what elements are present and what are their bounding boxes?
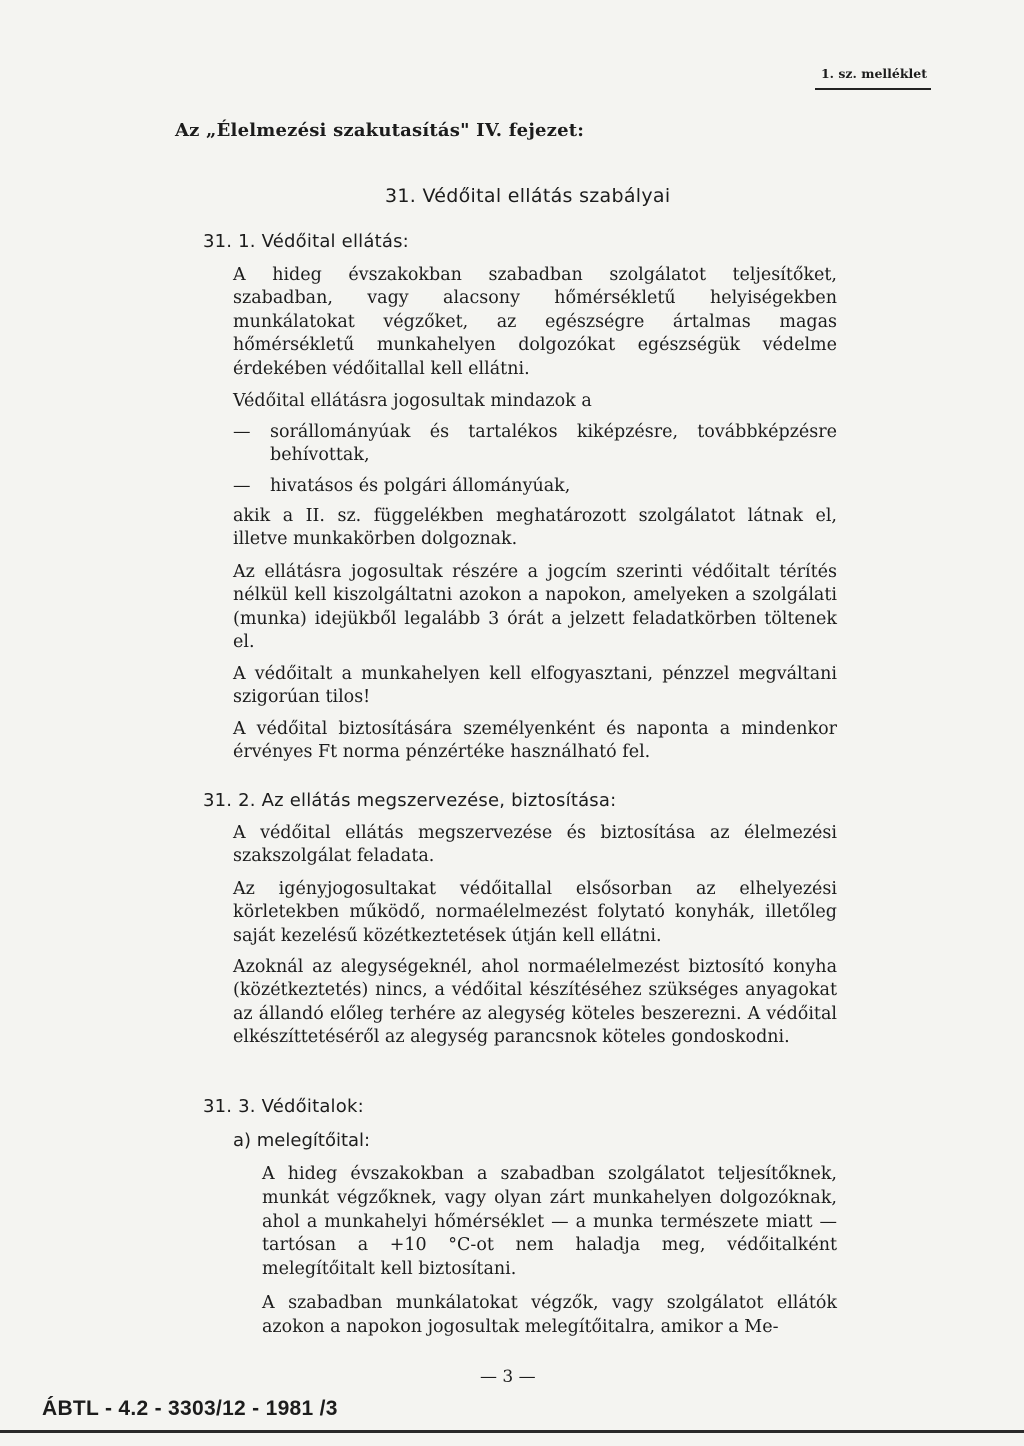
annex-underline — [815, 88, 931, 90]
paragraph-fuggelek: akik a II. sz. függelékben meghatározott szolgálatot látnak el, illetve munkakörben dolgoznak. — [233, 506, 837, 550]
paragraph-jogosultak: Védőital ellátásra jogosultak mindazok a — [233, 391, 592, 411]
subsection-31-2-heading: 31. 2. Az ellátás megszervezése, biztosítása: — [203, 790, 617, 811]
paragraph-alegysegek: Azoknál az alegységeknél, ahol normaélelmezést biztosító konyha (közétkeztetés) nincs, a védőital készítéséhez szükséges anyagokat az állandó előleg terhére az alegység köteles beszerezni. A védőital elkészíttetéséről az alegység parancsnok köteles gondoskodni. — [233, 957, 837, 1048]
paragraph-szabadban: A szabadban munkálatokat végzők, vagy szolgálatot ellátók azokon a napokon jogosultak melegítőitalra, amikor a Me- — [262, 1293, 837, 1337]
dash-bullet: — — [233, 476, 251, 496]
dash-bullet: — — [233, 422, 251, 442]
paragraph-elfogyasztas: A védőitalt a munkahelyen kell elfogyasztani, pénzzel megváltani szigorúan tilos! — [233, 664, 837, 708]
subsection-31-1-heading: 31. 1. Védőital ellátás: — [203, 231, 409, 252]
annex-label: 1. sz. melléklet — [820, 66, 927, 81]
subsection-31-3-heading: 31. 3. Védőitalok: — [203, 1096, 364, 1117]
paragraph-ellatas-jogcim: Az ellátásra jogosultak részére a jogcím szerinti védőitalt térítés nélkül kell kiszolgáltatni azokon a napokon, amelyeken a szolgálati (munka) idejükből legalább 3 órát a jelzett feladatkörben töltenek el. — [233, 562, 837, 653]
chapter-header: Az „Élelmezési szakutasítás" IV. fejezet: — [175, 120, 585, 141]
list-item-hivatasos: hivatásos és polgári állományúak, — [270, 476, 571, 496]
page-number: — 3 — — [480, 1367, 536, 1387]
archive-reference: ÁBTL - 4.2 - 3303/12 - 1981 /3 — [42, 1397, 338, 1420]
paragraph-hideg: A hideg évszakokban szabadban szolgálatot teljesítőket, szabadban, vagy alacsony hőmérsékletű helyiségekben munkálatokat végzőket, az egészségre ártalmas magas hőmérsékletű munkahelyen dolgozókat egészségük védelme érdekében védőitallal kell ellátni. — [233, 265, 837, 379]
bottom-border — [0, 1430, 1024, 1433]
section-title: 31. Védőital ellátás szabályai — [385, 185, 671, 207]
paragraph-biztositas: A védőital biztosítására személyenként és naponta a mindenkor érvényes Ft norma pénzértéke használható fel. — [233, 719, 837, 763]
paragraph-szakszolgalat: A védőital ellátás megszervezése és biztosítása az élelmezési szakszolgálat feladata. — [233, 823, 837, 867]
paragraph-melegitoital: A hideg évszakokban a szabadban szolgálatot teljesítőknek, munkát végzőknek, vagy olyan zárt munkahelyen dolgozóknak, ahol a munkahelyi hőmérséklet — a munka természete miatt — tartósan a +10 °C-ot nem haladja meg, védőitalként melegítőitalt kell biztosítani. — [262, 1164, 837, 1280]
paragraph-igenyjogosultak: Az igényjogosultakat védőitallal elsősorban az elhelyezési körletekben működő, normaélelmezést folytató konyhák, illetőleg saját kezelésű közétkeztetések útján kell ellátni. — [233, 879, 837, 946]
list-item-sorallomany: sorállományúak és tartalékos kiképzésre, továbbképzésre behívottak, — [270, 422, 837, 466]
item-a-heading: a) melegítőital: — [233, 1130, 371, 1151]
